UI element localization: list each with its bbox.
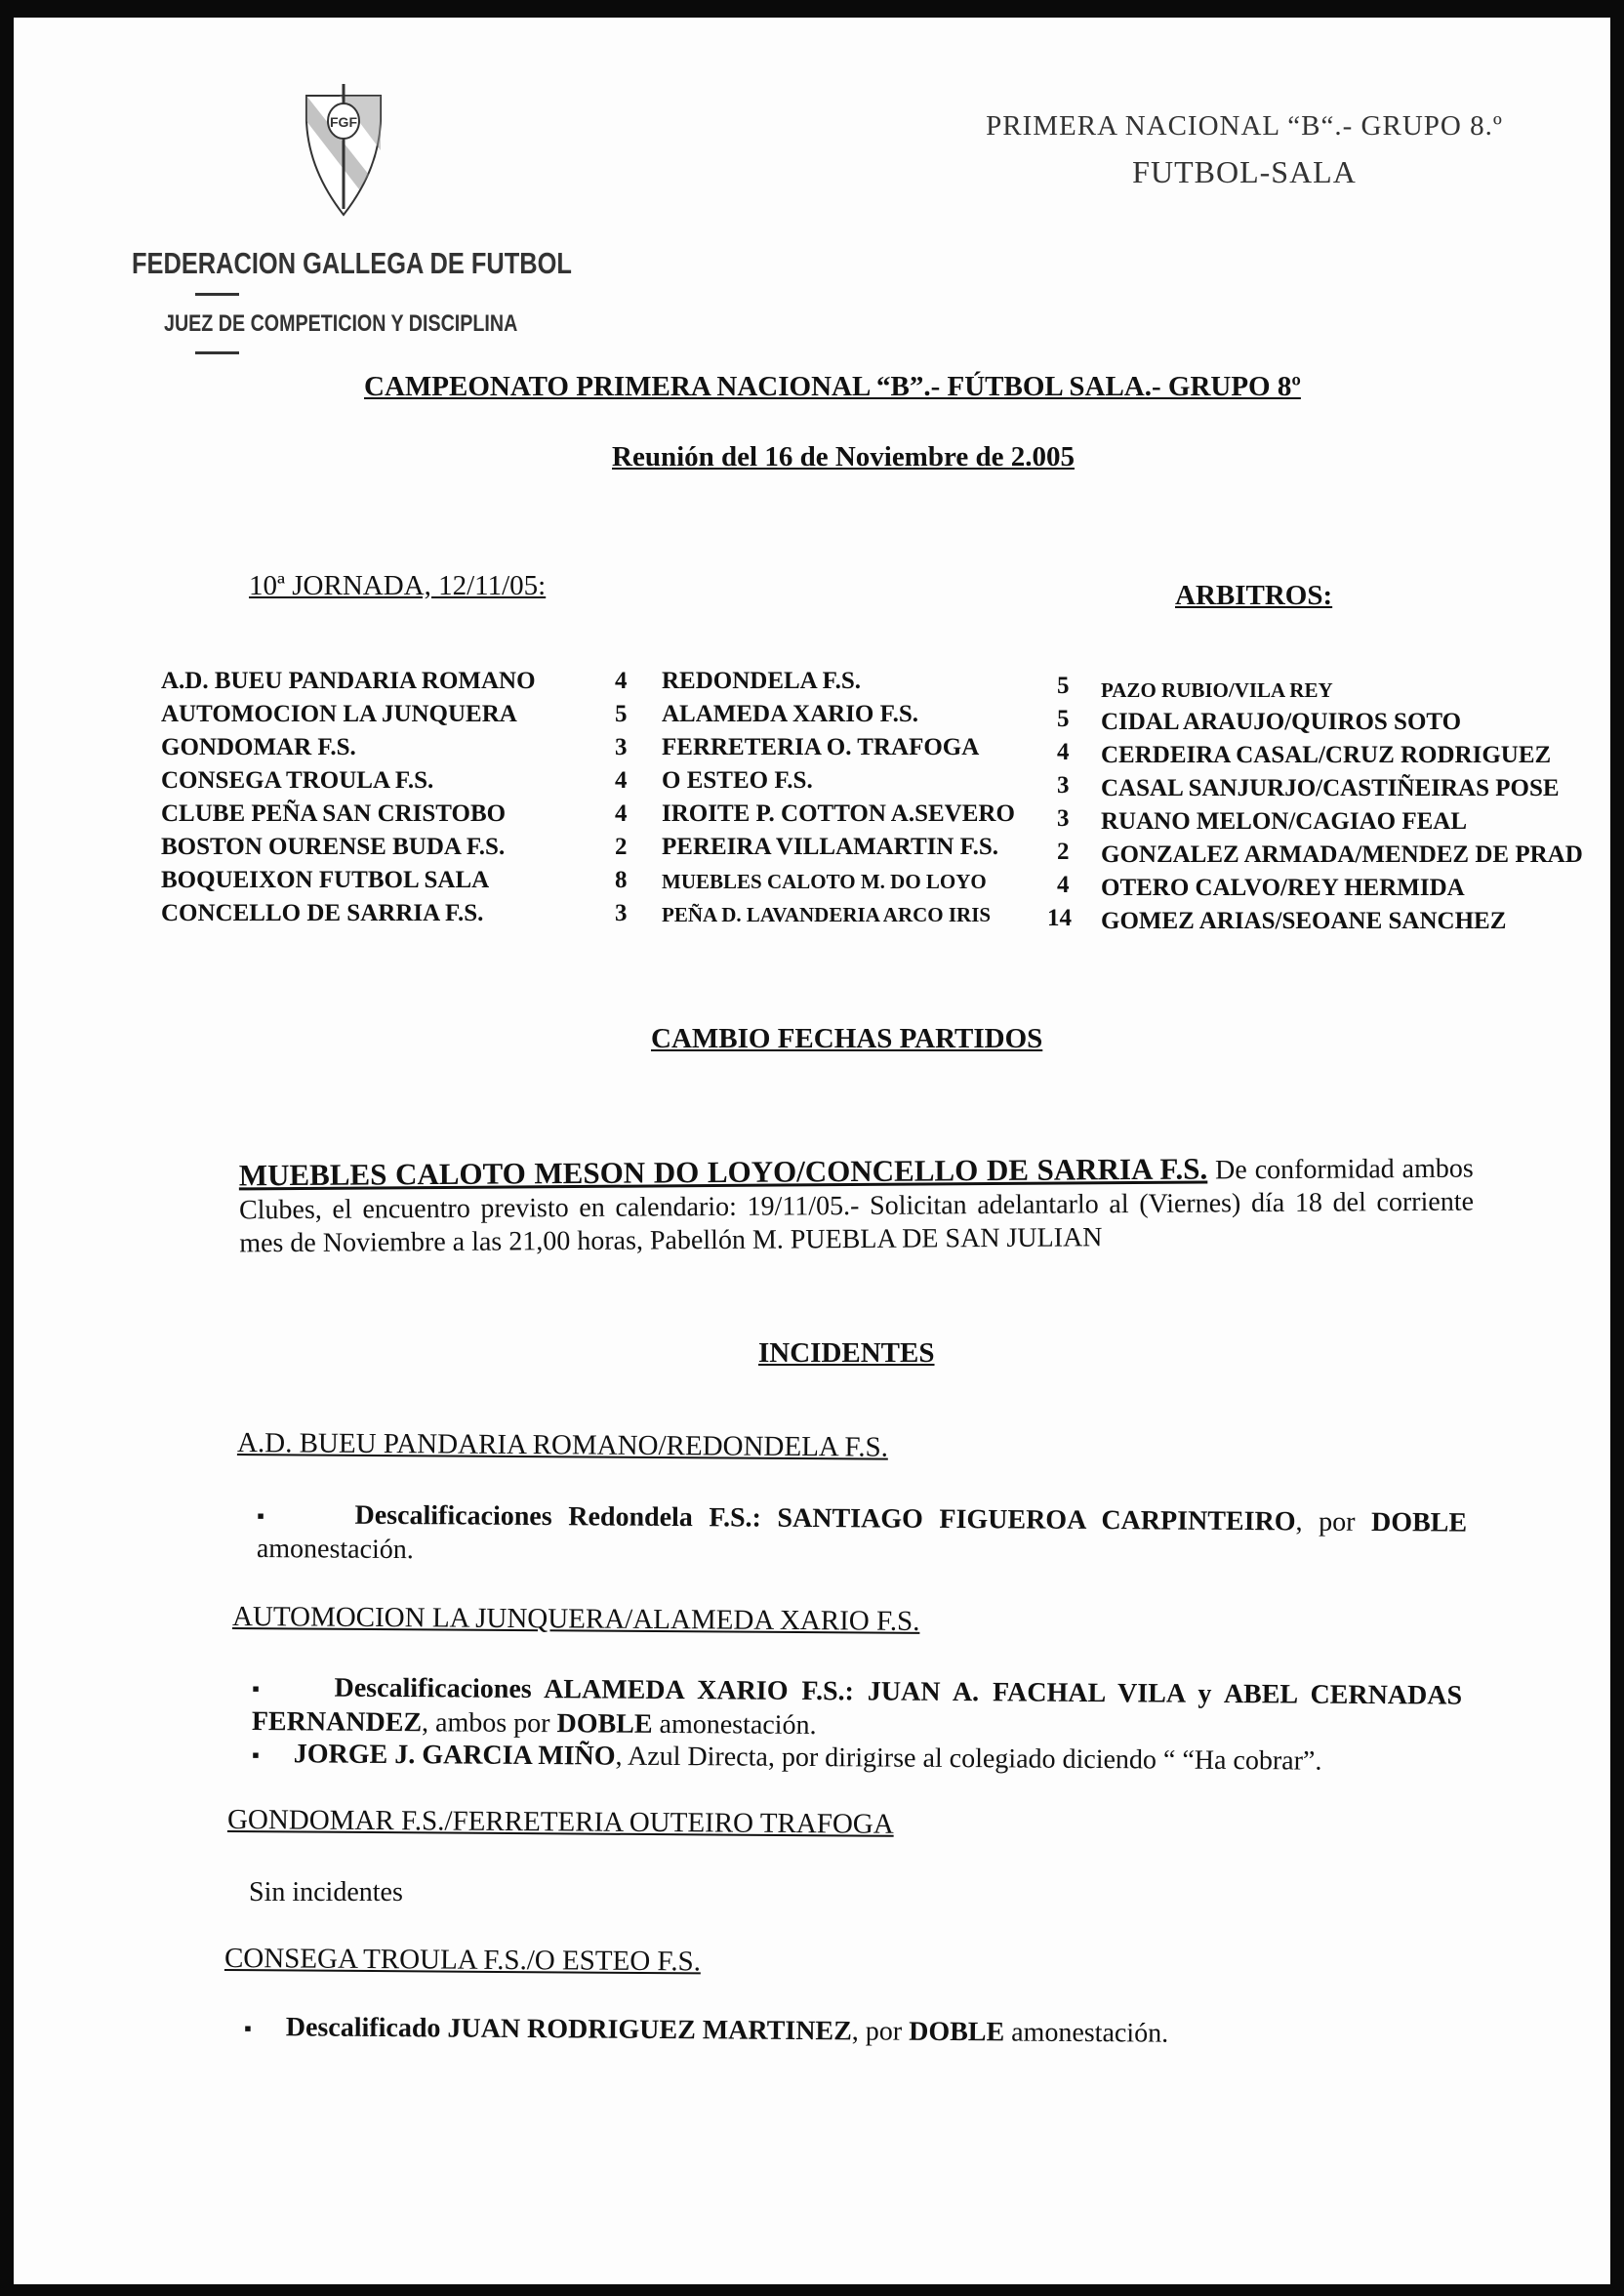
incident-text: , ambos por xyxy=(422,1707,557,1740)
incident-type: Descalificado xyxy=(285,2012,441,2044)
incident-type: JORGE J. GARCIA MIÑO xyxy=(293,1739,616,1772)
incident-item xyxy=(252,1671,1462,1747)
incident-sanction: DOBLE xyxy=(1370,1506,1468,1538)
divider xyxy=(195,351,239,354)
referees: OTERO CALVO/REY HERMIDA xyxy=(1101,875,1465,901)
federation-logo-shield-icon xyxy=(301,82,386,219)
referees-heading: ARBITROS: xyxy=(1175,580,1333,611)
away-team: MUEBLES CALOTO M. DO LOYO xyxy=(662,870,987,893)
incident-text: amonestación. xyxy=(1004,2017,1169,2049)
incident-match-heading: GONDOMAR F.S./FERRETERIA OUTEIRO TRAFOGA xyxy=(226,1804,894,1840)
competition-subheader: FUTBOL-SALA xyxy=(1132,154,1357,189)
away-team: FERRETERIA O. TRAFOGA xyxy=(662,734,980,760)
incident-player: Redondela F.S.: SANTIAGO FIGUEROA CARPINTEIRO xyxy=(551,1501,1296,1538)
date-change-text: De conformidad ambos Clubes, el encuentro previsto en calendario: 19/11/05.- Solicitan adelantarlo al (Viernes) día 18 del corriente mes de Noviembre a las 21,00 horas, Pabellón M. PUEBLA DE SAN JULIAN xyxy=(238,1153,1475,1259)
home-team: BOSTON OURENSE BUDA F.S. xyxy=(161,834,506,860)
incident-match-heading: CONSEGA TROULA F.S./O ESTEO F.S. xyxy=(223,1943,702,1978)
home-team: GONDOMAR F.S. xyxy=(161,734,356,760)
home-team: CLUBE PEÑA SAN CRISTOBO xyxy=(161,800,507,827)
incident-match-heading: A.D. BUEU PANDARIA ROMANO/REDONDELA F.S. xyxy=(236,1427,889,1463)
away-score: 5 xyxy=(1057,706,1070,732)
home-score: 5 xyxy=(615,701,628,727)
incident-player: ALAMEDA XARIO F.S.: JUAN A. FACHAL VILA y ABEL CERNADAS FERNANDEZ xyxy=(251,1674,1463,1739)
incident-type: Descalificaciones xyxy=(334,1672,532,1705)
away-score: 3 xyxy=(1057,805,1070,832)
home-score: 2 xyxy=(615,834,628,860)
department-name: JUEZ DE COMPETICION Y DISCIPLINA xyxy=(164,310,518,337)
away-team: IROITE P. COTTON A.SEVERO xyxy=(662,800,1015,827)
document-title: CAMPEONATO PRIMERA NACIONAL “B”.- FÚTBOL SALA.- GRUPO 8º xyxy=(364,371,1301,402)
referees: CASAL SANJURJO/CASTIÑEIRAS POSE xyxy=(1101,775,1560,801)
home-score: 3 xyxy=(615,900,628,926)
incident-text: , Azul Directa, por dirigirse al colegiado diciendo “ “Ha cobrar”. xyxy=(615,1741,1322,1777)
home-team: AUTOMOCION LA JUNQUERA xyxy=(161,701,517,727)
away-team: O ESTEO F.S. xyxy=(662,767,813,794)
home-score: 8 xyxy=(615,867,628,893)
incident-item xyxy=(257,1498,1467,1575)
away-team: PEÑA D. LAVANDERIA ARCO IRIS xyxy=(662,903,992,926)
referees: GOMEZ ARIAS/SEOANE SANCHEZ xyxy=(1101,908,1507,934)
logo-text: FGF xyxy=(330,114,357,130)
bullet-icon: ▪ xyxy=(243,2016,252,2041)
incident-text: amonestación. xyxy=(256,1534,414,1566)
away-score: 14 xyxy=(1047,905,1072,931)
incident-note: Sin incidentes xyxy=(249,1877,403,1907)
referees: RUANO MELON/CAGIAO FEAL xyxy=(1101,808,1468,835)
away-score: 5 xyxy=(1057,673,1070,699)
meeting-date: Reunión del 16 de Noviembre de 2.005 xyxy=(612,441,1075,472)
incident-player: JUAN RODRIGUEZ MARTINEZ xyxy=(440,2013,852,2047)
incident-match-heading: AUTOMOCION LA JUNQUERA/ALAMEDA XARIO F.S. xyxy=(231,1601,920,1637)
home-score: 3 xyxy=(615,734,628,760)
date-change-match: MUEBLES CALOTO MESON DO LOYO/CONCELLO DE SARRIA F.S. xyxy=(238,1151,1208,1193)
away-score: 4 xyxy=(1057,739,1070,765)
referees: GONZALEZ ARMADA/MENDEZ DE PRAD xyxy=(1101,841,1583,868)
date-change-paragraph xyxy=(239,1151,1475,1261)
home-team: CONSEGA TROULA F.S. xyxy=(161,767,434,794)
bullet-icon: ▪ xyxy=(257,1503,274,1529)
referees: CIDAL ARAUJO/QUIROS SOTO xyxy=(1101,709,1462,735)
date-changes-heading: CAMBIO FECHAS PARTIDOS xyxy=(651,1023,1043,1054)
incident-text: amonestación. xyxy=(652,1708,817,1742)
bullet-icon: ▪ xyxy=(251,1742,260,1768)
away-score: 4 xyxy=(1057,872,1070,898)
round-heading: 10ª JORNADA, 12/11/05: xyxy=(249,570,547,601)
away-team: PEREIRA VILLAMARTIN F.S. xyxy=(662,834,999,860)
away-team: ALAMEDA XARIO F.S. xyxy=(662,701,919,727)
home-score: 4 xyxy=(615,668,628,694)
competition-header: PRIMERA NACIONAL “B“.- GRUPO 8.º xyxy=(986,110,1503,142)
home-score: 4 xyxy=(615,800,628,827)
incident-text: , por xyxy=(851,2016,910,2047)
incident-sanction: DOBLE xyxy=(909,2016,1005,2048)
away-score: 2 xyxy=(1057,839,1070,865)
home-team: BOQUEIXON FUTBOL SALA xyxy=(161,867,490,893)
incidents-heading: INCIDENTES xyxy=(758,1337,935,1369)
incident-sanction: DOBLE xyxy=(556,1708,653,1740)
home-team: A.D. BUEU PANDARIA ROMANO xyxy=(161,668,536,694)
incident-type: Descalificaciones xyxy=(354,1499,552,1533)
incident-text: , por xyxy=(1295,1506,1372,1538)
home-score: 4 xyxy=(615,767,628,794)
home-team: CONCELLO DE SARRIA F.S. xyxy=(161,900,484,926)
away-team: REDONDELA F.S. xyxy=(662,668,861,694)
federation-name: FEDERACION GALLEGA DE FUTBOL xyxy=(132,246,572,280)
divider xyxy=(195,293,239,296)
referees: CERDEIRA CASAL/CRUZ RODRIGUEZ xyxy=(1101,742,1552,768)
away-score: 3 xyxy=(1057,772,1070,799)
bullet-icon: ▪ xyxy=(252,1676,266,1702)
referees: PAZO RUBIO/VILA REY xyxy=(1101,678,1333,702)
